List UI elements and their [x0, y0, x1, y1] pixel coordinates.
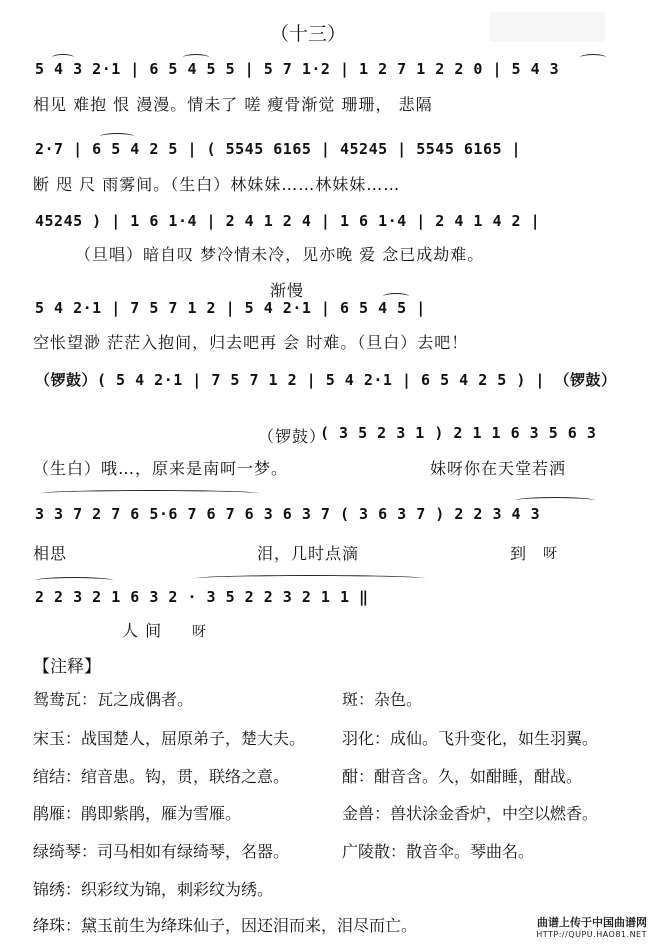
- annotation-item: 广陵散：散音伞。琴曲名。: [342, 842, 535, 861]
- notation-line: 2 2 3 2 1 6 3 2 · 3 5 2 2 3 2 1 1 ‖: [35, 588, 369, 606]
- slur-mark: [195, 575, 425, 582]
- annotation-item: 绛珠：黛玉前生为绛珠仙子，因还泪而来，泪尽而亡。: [33, 916, 418, 935]
- slur-mark: [580, 54, 606, 61]
- slur-mark: [40, 490, 260, 497]
- blank-box: [490, 12, 605, 42]
- lyric-line: 泪，几时点滴: [257, 544, 360, 563]
- annotation-item: 羽化：成仙。飞升变化，如生羽翼。: [342, 729, 599, 748]
- notation-line: （锣鼓）( 5 4 2·1 | 7 5 7 1 2 | 5 4 2·1 | 6 5 4 2 5 ) | （锣鼓）: [35, 371, 617, 389]
- slur-mark: [100, 133, 134, 140]
- annotation-item: 斑：杂色。: [342, 690, 423, 709]
- lyric-line: 呀: [192, 624, 206, 640]
- notation-line: 3 3 7 2 7 6 5·6 7 6 7 6 3 6 3 7 ( 3 6 3 7 ) 2 2 3 4 3: [35, 505, 541, 523]
- notation-line: ( 3 5 2 3 1 ) 2 1 1 6 3 5 6 3: [320, 424, 597, 442]
- annotation-item: 鹃雁：鹃即紫鹃，雁为雪雁。: [33, 804, 242, 823]
- lyric-line: （旦唱）暗自叹 梦冷情未冷，见亦晚 爱 念已成劫难。: [75, 245, 485, 264]
- site-watermark: [536, 914, 647, 939]
- lyric-line: 相思: [33, 544, 68, 563]
- notation-line: 5 4 2·1 | 7 5 7 1 2 | 5 4 2·1 | 6 5 4 5 |: [35, 299, 426, 317]
- annotations-heading: 【注释】: [33, 657, 101, 677]
- annotation-item: 酣：酣音含。久，如酣睡，酣战。: [342, 767, 583, 786]
- cue-label: （锣鼓）: [258, 427, 327, 446]
- annotation-item: 绾结：绾音患。钩，贯，联络之意。: [33, 767, 290, 786]
- annotation-item: 绿绮琴：司马相如有绿绮琴，名器。: [33, 842, 290, 861]
- lyric-line: 空怅望渺 茫茫入抱间，归去吧再 会 时难。（旦白）去吧！: [33, 333, 469, 352]
- notation-line: 5 4 3 2·1 | 6 5 4 5 5 | 5 7 1·2 | 1 2 7 1 2 2 0 | 5 4 3: [35, 60, 560, 78]
- notation-line: 2·7 | 6 5 4 2 5 | ( 5545 6165 | 45245 | 5545 6165 |: [35, 140, 522, 158]
- watermark-line1: 曲谱上传于中国曲谱网: [537, 916, 647, 929]
- lyric-line: 呀: [543, 546, 557, 562]
- slur-mark: [515, 497, 595, 504]
- notation-line: 45245 ) | 1 6 1·4 | 2 4 1 2 4 | 1 6 1·4 | 2 4 1 4 2 |: [35, 212, 541, 230]
- lyric-line: 到: [510, 544, 528, 563]
- annotation-item: 金兽：兽状涂金香炉，中空以燃香。: [342, 804, 599, 823]
- lyric-line: （生白）哦…，原来是南呵一梦。: [33, 459, 289, 478]
- lyric-line: 妹呀你在天堂若洒: [430, 459, 567, 478]
- tempo-marker: 渐慢: [270, 281, 305, 300]
- page-title: （十三）: [270, 23, 347, 45]
- annotation-item: 锦绣：织彩纹为锦，刺彩纹为绣。: [33, 880, 274, 899]
- annotation-item: 宋玉：战国楚人，屈原弟子，楚大夫。: [33, 729, 306, 748]
- slur-mark: [35, 577, 113, 584]
- lyric-line: 断 咫 尺 雨雾间。（生白）林妹妹……林妹妹……: [33, 175, 401, 194]
- lyric-line: 人 间: [122, 621, 163, 640]
- lyric-line: 相见 难抱 恨 漫漫。情未了 嗟 瘦骨渐觉 珊珊， 悲隔: [33, 95, 433, 114]
- watermark-line2: HTTP://QUPU.HAO81.NET: [536, 930, 647, 939]
- annotation-item: 鸳鸯瓦：瓦之成偶者。: [33, 690, 194, 709]
